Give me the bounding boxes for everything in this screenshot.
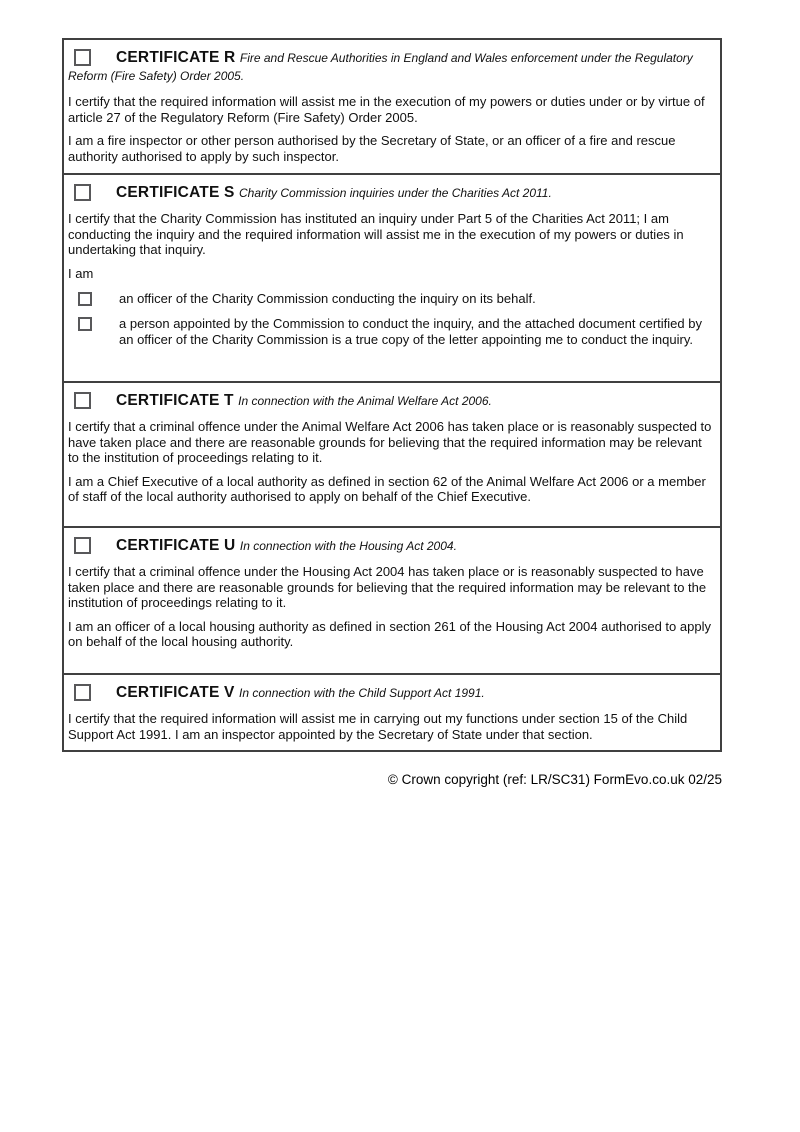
certificate-t-header [68,392,712,410]
copyright-footer: © Crown copyright (ref: LR/SC31) FormEvo.co.uk 02/25 [387,772,722,787]
certificate-v-title: CERTIFICATE V [116,684,235,701]
certificate-t-paragraph-2: I am a Chief Executive of a local authority as defined in section 62 of the Animal Welfare Act 2006 or a member of staff of the local authority authorised to apply on behalf of the Chief Executive. [68,473,706,505]
certificate-u-section [62,526,722,675]
appointed-person-label: a person appointed by the Commission to conduct the inquiry, and the attached document certified by an officer of the Charity Commission is a true copy of the letter appointing me to conduct the inquiry. [119,315,702,347]
certificate-v-subtitle: In connection with the Child Support Act 1991. [239,686,485,700]
certificate-s-option-1 [68,291,712,307]
certificate-s-header [68,184,712,202]
certificate-v-header [68,684,712,702]
certificate-r-section [62,38,722,175]
certificate-r-paragraph-2: I am a fire inspector or other person authorised by the Secretary of State, or an officer of a fire and rescue authority authorised to apply by such inspector. [68,133,676,164]
certificate-v-section [62,673,722,752]
certificate-s-lead-in: I am [68,265,94,281]
certificate-s-checkbox[interactable] [74,184,91,201]
certificate-u-subtitle: In connection with the Housing Act 2004. [239,539,457,553]
certificate-t-checkbox[interactable] [74,392,91,409]
certificate-t-title: CERTIFICATE T [116,392,234,409]
certificate-u-header [68,537,712,555]
certificate-r-paragraph-1: I certify that the required information will assist me in the execution of my powers or duties under or by virtue of article 27 of the Regulatory Reform (Fire Safety) Order 2005. [68,94,705,125]
certificate-s-option-2 [68,316,712,347]
certificate-s-section [62,173,722,383]
certificate-r-title: CERTIFICATE R [116,49,236,66]
certificate-r-header [68,49,712,85]
certificate-t-subtitle: In connection with the Animal Welfare Act 2006. [238,394,492,408]
certificate-s-title: CERTIFICATE S [116,184,235,201]
certificate-s-paragraph-1: I certify that the Charity Commission has instituted an inquiry under Part 5 of the Charities Act 2011; I am conducting the inquiry and the required information will assist me in the execution of my powers or duties in undertaking that inquiry. [68,211,684,258]
charity-officer-checkbox[interactable] [78,292,92,306]
certificate-r-subtitle: Fire and Rescue Authorities in England and Wales enforcement under the Regulatory Reform (Fire Safety) Order 2005. [68,51,693,83]
charity-officer-label: an officer of the Charity Commission conducting the inquiry on its behalf. [119,291,536,307]
certificate-v-paragraph-1: I certify that the required information will assist me in carrying out my functions under section 15 of the Child Support Act 1991. I am an inspector appointed by the Secretary of State under that section. [68,711,688,742]
certificate-r-checkbox[interactable] [74,49,91,66]
appointed-person-checkbox[interactable] [78,317,92,331]
certificate-s-subtitle: Charity Commission inquiries under the Charities Act 2011. [239,186,552,200]
certificate-v-checkbox[interactable] [74,684,91,701]
certificate-u-paragraph-1: I certify that a criminal offence under the Housing Act 2004 has taken place or is reasonably suspected to have taken place and there are reasonable grounds for believing that the required information may be relevant to the institution of proceedings relating to it. [68,564,707,611]
certificate-u-title: CERTIFICATE U [116,537,236,554]
certificate-t-section [62,381,722,528]
certificate-u-paragraph-2: I am an officer of a local housing authority as defined in section 261 of the Housing Act 2004 authorised to apply on behalf of the local housing authority. [68,618,711,650]
certificates-column [62,38,722,787]
certificate-t-paragraph-1: I certify that a criminal offence under the Animal Welfare Act 2006 has taken place or is reasonably suspected to have taken place and there are reasonable grounds for believing that the required information may be relevant to the institution of proceedings relating to it. [68,419,712,466]
certificate-u-checkbox[interactable] [74,537,91,554]
